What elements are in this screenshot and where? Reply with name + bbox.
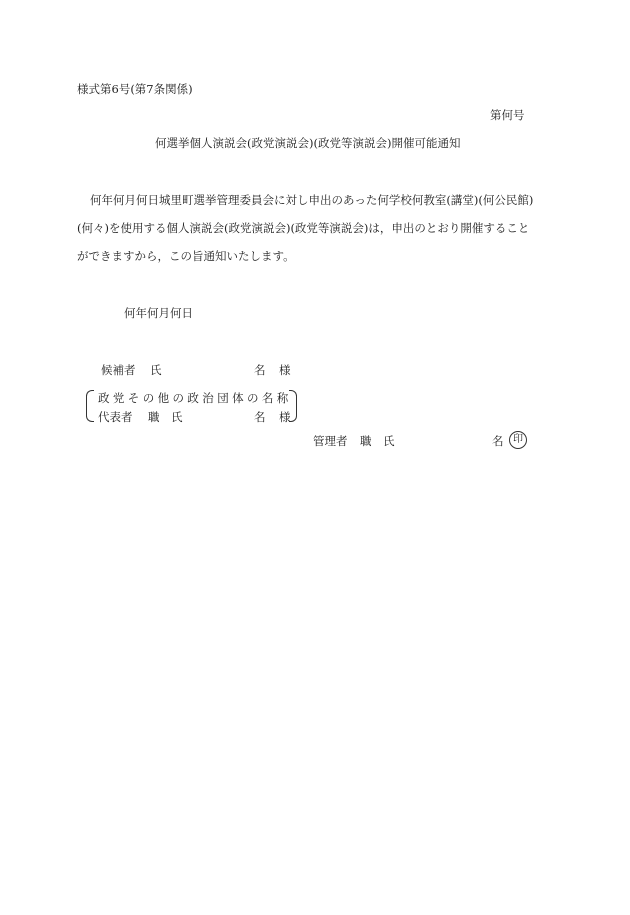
manager-name-label: 氏 [383,434,395,448]
representative-honorific: 様 [279,410,291,424]
candidate-name-suffix: 名 [254,363,266,377]
representative-labels [148,412,183,424]
manager-labels [360,436,395,448]
seal-icon: 印 [509,431,527,449]
manager-role: 管理者 [313,434,348,448]
party-name: 政党その他の政治団体の名称 [98,391,292,405]
form-label: 様式第6号(第7条関係) [77,82,193,96]
body-text-line: ができますから，この旨通知いたします。 [77,249,295,263]
representative-title-label: 職 [148,410,160,424]
body-text-line: (何々)を使用する個人演説会(政党演説会)(政党等演説会)は，申出のとおり開催すること [77,221,530,235]
left-bracket [86,390,94,422]
document-title: 何選挙個人演説会(政党演説会)(政党等演説会)開催可能通知 [155,136,461,150]
body-text-line: 何年何月何日城里町選挙管理委員会に対し申出のあった何学校何教室(講堂)(何公民館) [90,193,534,207]
manager-title-label: 職 [360,434,372,448]
candidate-name-label: 氏 [150,363,162,377]
representative-name-label: 氏 [171,410,183,424]
representative-role: 代表者 [98,410,133,424]
issue-date: 何年何月何日 [124,306,193,320]
manager-name-suffix: 名 [492,434,504,448]
candidate-role: 候補者 [101,363,136,377]
representative-name-suffix: 名 [254,410,266,424]
document-number: 第何号 [490,108,525,122]
candidate-honorific: 様 [279,363,291,377]
